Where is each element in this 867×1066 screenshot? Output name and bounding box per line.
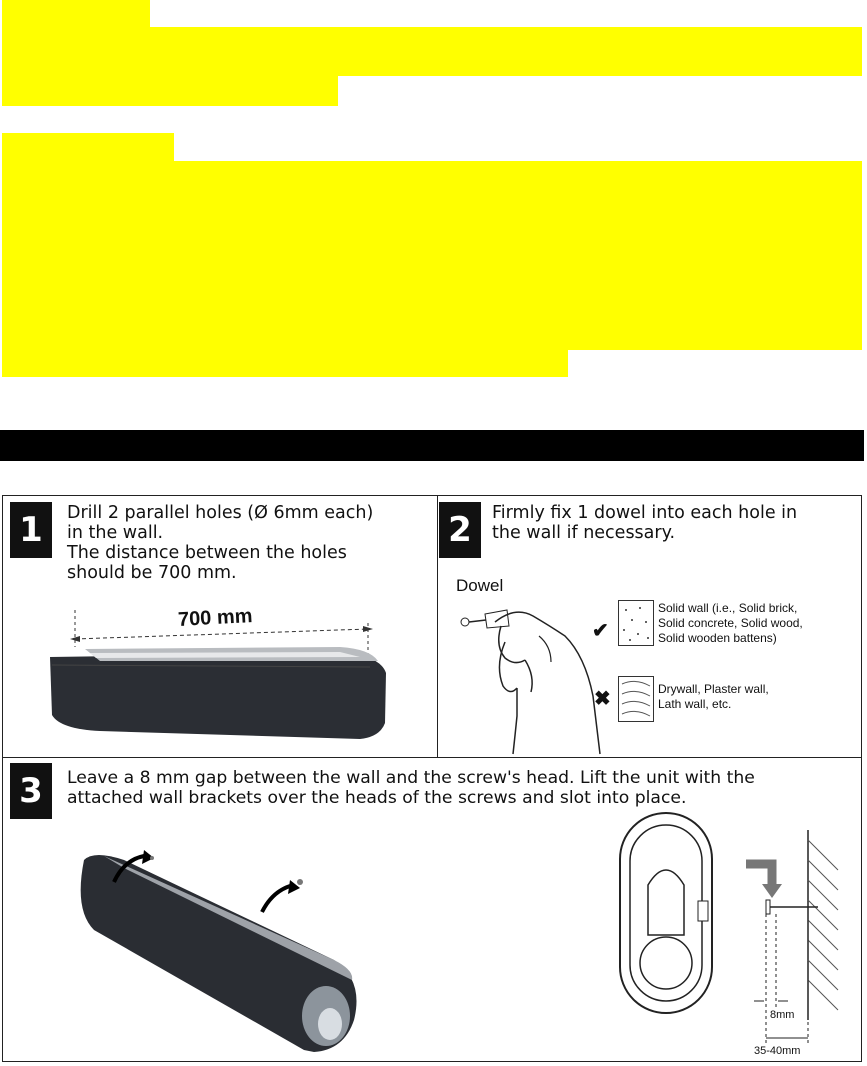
redaction-block-3 — [2, 76, 338, 106]
section-header-bar — [0, 430, 864, 461]
step-1-number: 1 — [10, 502, 52, 558]
step-3-line-2: attached wall brackets over the heads of the screws and slot into place. — [67, 788, 687, 808]
redaction-block-4 — [2, 133, 174, 161]
solid-wall-swatch — [618, 600, 654, 646]
step-2-number: 2 — [439, 502, 481, 558]
solid-wall-line-1: Solid wall (i.e., Solid brick, — [658, 601, 798, 615]
step-2-line-1: Firmly fix 1 dowel into each hole in — [492, 503, 798, 523]
step-3-text — [67, 768, 755, 808]
step-1-line-3: The distance between the holes — [67, 543, 347, 563]
measure-label: 700 mm — [177, 605, 253, 631]
drywall-text — [658, 682, 769, 712]
bracket-diagram — [610, 805, 735, 1030]
step-3-number: 3 — [10, 763, 52, 819]
soundbar-mounting-photo — [64, 820, 374, 1060]
drywall-line-2: Lath wall, etc. — [658, 697, 732, 711]
panel-divider-vertical — [437, 495, 438, 757]
step-1-line-2: in the wall. — [67, 523, 164, 543]
gap-label: 8mm — [770, 1009, 795, 1021]
drywall-line-1: Drywall, Plaster wall, — [658, 682, 769, 696]
cross-icon: ✖ — [594, 688, 611, 710]
step-1-line-1: Drill 2 parallel holes (Ø 6mm each) — [67, 503, 374, 523]
dowel-label: Dowel — [456, 576, 504, 595]
solid-wall-text — [658, 601, 803, 646]
redaction-block-6 — [2, 350, 568, 377]
panel-divider-horizontal — [2, 757, 862, 758]
step-3-line-1: Leave a 8 mm gap between the wall and the screw's head. Lift the unit with the — [67, 768, 755, 788]
drywall-swatch — [618, 676, 654, 722]
step-2-line-2: the wall if necessary. — [492, 523, 676, 543]
check-icon: ✔ — [592, 620, 609, 642]
solid-wall-line-3: Solid wooden battens) — [658, 631, 777, 645]
redaction-block-1 — [2, 0, 150, 27]
redaction-block-5 — [2, 161, 862, 350]
step-2-text — [492, 503, 797, 543]
step-1-text — [67, 503, 373, 583]
redaction-block-2 — [2, 27, 862, 76]
depth-label: 35-40mm — [754, 1045, 801, 1057]
step-1-line-4: should be 700 mm. — [67, 563, 237, 583]
solid-wall-line-2: Solid concrete, Solid wood, — [658, 616, 803, 630]
hand-with-dowel-illustration — [455, 596, 605, 756]
